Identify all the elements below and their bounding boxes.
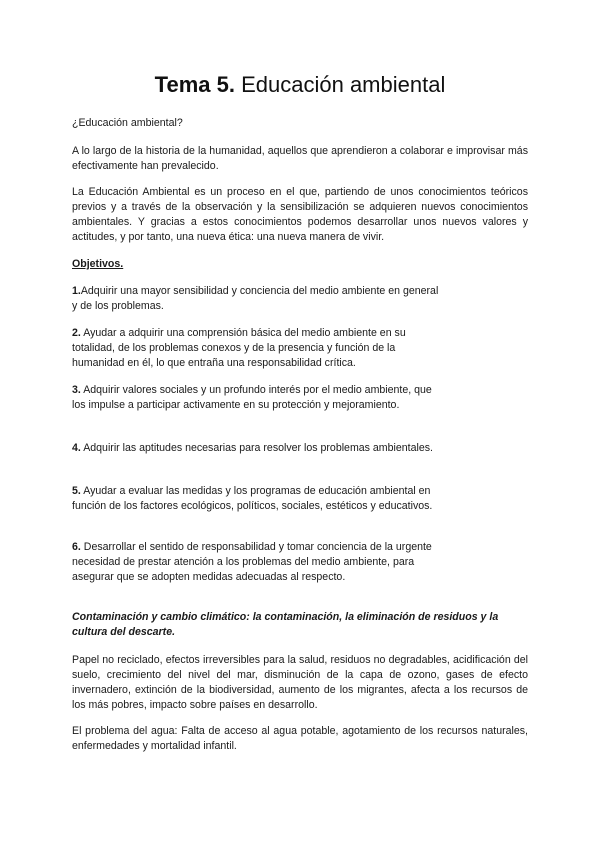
water-paragraph: El problema del agua: Falta de acceso al agua potable, agotamiento de los recursos naturales, enfermedades y mortalidad infantil. xyxy=(72,725,528,752)
objective-text: Desarrollar el sentido de responsabilidad y tomar conciencia de la urgente necesidad de prestar atención a los problemas del medio ambiente, para asegurar que se adopten medidas adecuadas al respecto. xyxy=(72,541,432,583)
objective-number: 3. xyxy=(72,384,81,396)
contamination-paragraph: Papel no reciclado, efectos irreversibles para la salud, residuos no degradables, acidificación del suelo, crecimiento del nivel del mar, disminución de la capa de ozono, gases de efecto invernadero, extinción de la biodiversidad, aumento de los migrantes, afecta a los recursos de los más pobres, impacto sobre países en desarrollo. xyxy=(72,654,528,711)
objective-item xyxy=(72,540,442,585)
objective-number: 5. xyxy=(72,485,81,497)
objective-text: Adquirir las aptitudes necesarias para resolver los problemas ambientales. xyxy=(83,442,433,454)
objective-text: Adquirir una mayor sensibilidad y conciencia del medio ambiente en general y de los problemas. xyxy=(72,285,439,312)
objective-text: Ayudar a evaluar las medidas y los programas de educación ambiental en función de los factores ecológicos, políticos, sociales, estéticos y educativos. xyxy=(72,485,433,512)
intro-paragraph: A lo largo de la historia de la humanidad, aquellos que aprendieron a colaborar e improvisar más efectivamente han prevalecido. xyxy=(72,145,528,172)
objective-item xyxy=(72,383,442,413)
objective-number: 1. xyxy=(72,285,81,297)
objective-text: Ayudar a adquirir una comprensión básica del medio ambiente en su totalidad, de los problemas conexos y de la presencia y función de la humanidad en él, lo que entraña una responsabilidad crítica. xyxy=(72,327,406,369)
objective-text: Adquirir valores sociales y un profundo interés por el medio ambiente, que los impulse a participar activamente en su protección y mejoramiento. xyxy=(72,384,432,411)
objective-item xyxy=(72,326,442,371)
contamination-heading: Contaminación y cambio climático: la contaminación, la eliminación de residuos y la cultura del descarte. xyxy=(72,611,499,638)
title-number: Tema 5. xyxy=(154,72,235,97)
question-line: ¿Educación ambiental? xyxy=(72,117,183,129)
objective-item xyxy=(72,284,442,314)
objective-number: 4. xyxy=(72,442,81,454)
objective-number: 6. xyxy=(72,541,81,553)
objectives-heading: Objetivos. xyxy=(72,258,124,270)
objective-number: 2. xyxy=(72,327,81,339)
definition-paragraph: La Educación Ambiental es un proceso en el que, partiendo de unos conocimientos teóricos previos y a través de la observación y la sensibilización se adquieren nuevos conocimientos ambientales. Y gracias a estos conocimientos podemos desarrollar unos nuevos valores y actitudes, y por tanto, una nueva ética: una nueva manera de vivir. xyxy=(72,186,528,243)
objective-item xyxy=(72,441,442,456)
objective-item xyxy=(72,484,442,514)
title-text: Educación ambiental xyxy=(241,72,446,97)
page-title xyxy=(72,70,528,100)
